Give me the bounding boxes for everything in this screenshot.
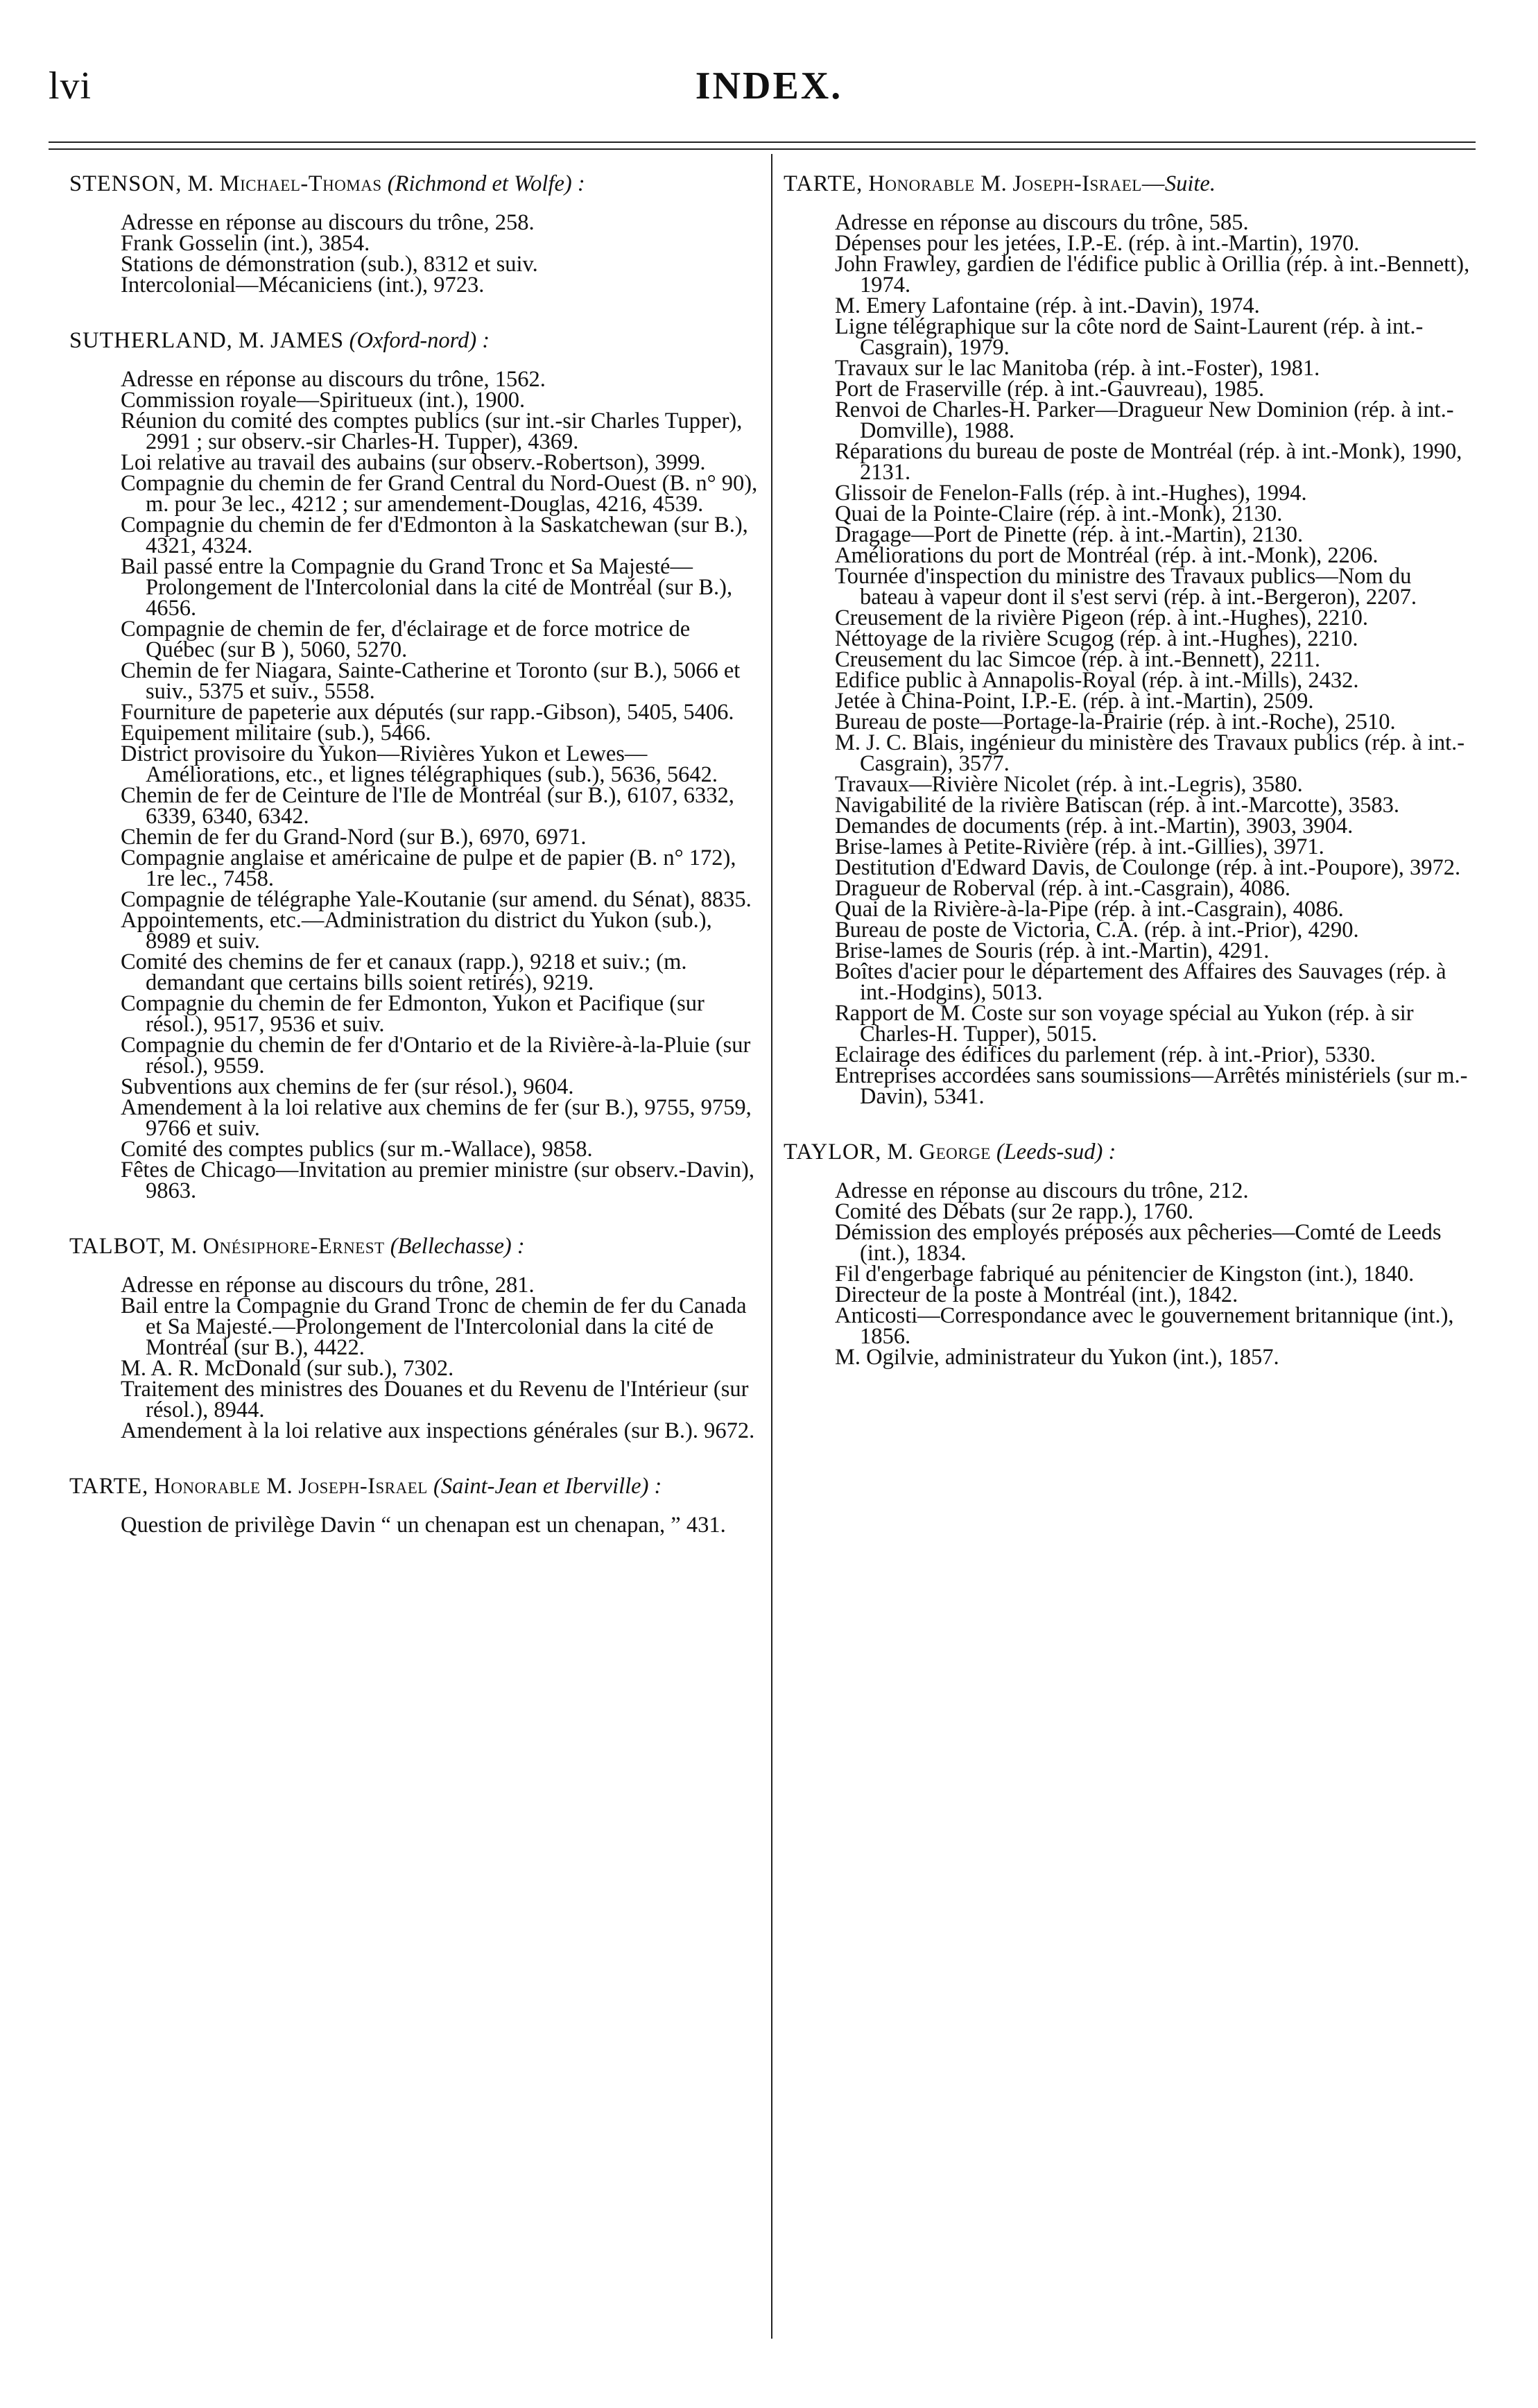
index-item: Améliorations du port de Montréal (rép. à int.-Monk), 2206.: [835, 543, 1379, 568]
index-item: Jetée à China-Point, I.P.-E. (rép. à int.-Martin), 2509.: [835, 689, 1314, 714]
entry-honorific: Honorable M.: [154, 1474, 293, 1499]
index-item: Anticosti—Correspondance avec le gouvernement britannique (int.), 1856.: [835, 1303, 1454, 1349]
header-rule: [49, 141, 1476, 143]
entry-surname: TARTE,: [69, 1474, 149, 1499]
index-item: Amendement à la loi relative aux chemins de fer (sur B.), 9755, 9759, 9766 et suiv.: [121, 1095, 752, 1141]
index-item: Fil d'engerbage fabriqué au pénitencier de Kingston (int.), 1840.: [835, 1262, 1415, 1287]
entry-given-name: Onésiphore-Ernest: [202, 1234, 385, 1259]
entry-riding: (Bellechasse) :: [390, 1234, 525, 1259]
entry-riding: (Saint-Jean et Iberville) :: [433, 1474, 662, 1499]
index-item: Compagnie du chemin de fer d'Edmonton à la Saskatchewan (sur B.), 4321, 4324.: [121, 513, 748, 558]
entry-honorific: M.: [171, 1234, 198, 1259]
index-item: Glissoir de Fenelon-Falls (rép. à int.-Hughes), 1994.: [835, 481, 1307, 506]
entry-given-name: Joseph-Israel: [298, 1474, 428, 1499]
index-entry: [69, 1476, 761, 1536]
index-item: Demandes de documents (rép. à int.-Martin), 3903, 3904.: [835, 814, 1354, 839]
index-item: Néttoyage de la rivière Scugog (rép. à int.-Hughes), 2210.: [835, 626, 1358, 651]
entry-honorific: Honorable M.: [868, 171, 1008, 196]
index-item: Amendement à la loi relative aux inspections générales (sur B.). 9672.: [121, 1418, 755, 1443]
index-item: Comité des comptes publics (sur m.-Wallace), 9858.: [121, 1137, 593, 1162]
index-item: Frank Gosselin (int.), 3854.: [121, 231, 370, 256]
header-rule: [49, 148, 1476, 150]
column-divider: [771, 154, 772, 2339]
index-item: Compagnie du chemin de fer Edmonton, Yukon et Pacifique (sur résol.), 9517, 9536 et suiv.: [121, 991, 705, 1037]
index-item: Eclairage des édifices du parlement (rép. à int.-Prior), 5330.: [835, 1042, 1376, 1067]
index-item: Brise-lames à Petite-Rivière (rép. à int.-Gillies), 3971.: [835, 834, 1324, 859]
index-entry: [69, 330, 761, 1201]
entry-riding: (Richmond et Wolfe) :: [387, 171, 585, 196]
index-item: Travaux—Rivière Nicolet (rép. à int.-Legris), 3580.: [835, 772, 1303, 797]
entry-heading: [69, 173, 761, 194]
index-item: Entreprises accordées sans soumissions—Arrêtés ministériels (sur m.-Davin), 5341.: [835, 1063, 1468, 1109]
index-item: Fêtes de Chicago—Invitation au premier ministre (sur observ.-Davin), 9863.: [121, 1158, 754, 1203]
index-item: Navigabilité de la rivière Batiscan (rép. à int.-Marcotte), 3583.: [835, 793, 1399, 818]
index-item: Chemin de fer Niagara, Sainte-Catherine et Toronto (sur B.), 5066 et suiv., 5375 et suiv., 5558.: [121, 658, 741, 704]
entry-surname: TARTE,: [784, 171, 863, 196]
index-item: Rapport de M. Coste sur son voyage spécial au Yukon (rép. à sir Charles-H. Tupper), 5015.: [835, 1001, 1414, 1047]
entry-honorific: M.: [238, 328, 265, 353]
index-item: Equipement militaire (sub.), 5466.: [121, 721, 431, 746]
index-item: M. Ogilvie, administrateur du Yukon (int.), 1857.: [835, 1345, 1279, 1370]
index-item: Commission royale—Spiritueux (int.), 1900.: [121, 388, 526, 413]
index-item: Dragueur de Roberval (rép. à int.-Casgrain), 4086.: [835, 876, 1290, 901]
index-item: Intercolonial—Mécaniciens (int.), 9723.: [121, 273, 485, 298]
index-item: Loi relative au travail des aubains (sur observ.-Robertson), 3999.: [121, 450, 706, 475]
index-item: John Frawley, gardien de l'édifice public à Orillia (rép. à int.-Bennett), 1974.: [835, 252, 1470, 298]
index-item: Bail entre la Compagnie du Grand Tronc de chemin de fer du Canada et Sa Majesté.—Prolongement de l'Intercolonial dans la cité de Montréal (sur B.), 4422.: [121, 1293, 747, 1360]
index-item: Compagnie de chemin de fer, d'éclairage et de force motrice de Québec (sur B ), 5060, 5270.: [121, 617, 691, 662]
entry-honorific: M.: [887, 1140, 914, 1164]
index-item: Brise-lames de Souris (rép. à int.-Martin), 4291.: [835, 938, 1270, 963]
entry-heading: [784, 1142, 1476, 1162]
index-item: Travaux sur le lac Manitoba (rép. à int.-Foster), 1981.: [835, 356, 1320, 381]
index-item: Creusement de la rivière Pigeon (rép. à int.-Hughes), 2210.: [835, 605, 1368, 630]
index-item: Compagnie anglaise et américaine de pulpe et de papier (B. n° 172), 1re lec., 7458.: [121, 845, 736, 891]
index-item: M. A. R. McDonald (sur sub.), 7302.: [121, 1356, 454, 1381]
entry-given-name: Joseph-Israel—: [1012, 171, 1165, 196]
index-item: Adresse en réponse au discours du trône, 258.: [121, 210, 535, 235]
index-item: Quai de la Rivière-à-la-Pipe (rép. à int.-Casgrain), 4086.: [835, 897, 1344, 922]
right-column: [784, 173, 1476, 1402]
index-item: Appointements, etc.—Administration du district du Yukon (sub.), 8989 et suiv.: [121, 908, 712, 954]
entry-given-name: Michael-Thomas: [219, 171, 382, 196]
entry-surname: TAYLOR,: [784, 1140, 882, 1164]
index-item: Réparations du bureau de poste de Montréal (rép. à int.-Monk), 1990, 2131.: [835, 439, 1462, 485]
index-item: Adresse en réponse au discours du trône, 212.: [835, 1178, 1249, 1203]
index-item: Compagnie du chemin de fer d'Ontario et de la Rivière-à-la-Pluie (sur résol.), 9559.: [121, 1033, 751, 1078]
entry-heading: [69, 330, 761, 351]
index-item: Réunion du comité des comptes publics (sur int.-sir Charles Tupper), 2991 ; sur observ.-sir Charles-H. Tupper), 4369.: [121, 409, 743, 454]
entry-surname: SUTHERLAND,: [69, 328, 233, 353]
entry-riding: Suite.: [1164, 171, 1216, 196]
index-item: Tournée d'inspection du ministre des Travaux publics—Nom du bateau à vapeur dont il s'est servi (rép. à int.-Bergeron), 2207.: [835, 564, 1417, 610]
entry-riding: (Leeds-sud) :: [996, 1140, 1116, 1164]
index-item: Bail passé entre la Compagnie du Grand Tronc et Sa Majesté—Prolongement de l'Intercolonial dans la cité de Montréal (sur B.), 4656.: [121, 554, 733, 621]
index-item: Quai de la Pointe-Claire (rép. à int.-Monk), 2130.: [835, 501, 1283, 526]
index-item: District provisoire du Yukon—Rivières Yukon et Lewes—Améliorations, etc., et lignes télégraphiques (sub.), 5636, 5642.: [121, 741, 718, 787]
index-item: Adresse en réponse au discours du trône, 1562.: [121, 367, 546, 392]
index-item: M. Emery Lafontaine (rép. à int.-Davin), 1974.: [835, 293, 1260, 318]
entry-riding: (Oxford-nord) :: [349, 328, 490, 353]
index-item: Ligne télégraphique sur la côte nord de Saint-Laurent (rép. à int.-Casgrain), 1979.: [835, 314, 1424, 360]
index-item: Bureau de poste de Victoria, C.A. (rép. à int.-Prior), 4290.: [835, 918, 1359, 943]
index-item: Démission des employés préposés aux pêcheries—Comté de Leeds (int.), 1834.: [835, 1220, 1442, 1266]
index-item: Compagnie de télégraphe Yale-Koutanie (sur amend. du Sénat), 8835.: [121, 887, 752, 912]
entry-heading: [784, 173, 1476, 194]
index-item: Creusement du lac Simcoe (rép. à int.-Bennett), 2211.: [835, 647, 1321, 672]
index-item: Comité des chemins de fer et canaux (rapp.), 9218 et suiv.; (m. demandant que certains bills soient retirés), 9219.: [121, 949, 687, 995]
index-item: Compagnie du chemin de fer Grand Central du Nord-Ouest (B. n° 90), m. pour 3e lec., 4212 ; sur amendement-Douglas, 4216, 4539.: [121, 471, 758, 517]
index-entry: [69, 171, 761, 298]
entry-honorific: M.: [187, 171, 214, 196]
entry-surname: STENSON,: [69, 171, 182, 196]
entry-surname: TALBOT,: [69, 1234, 166, 1259]
entry-given-name: JAMES: [270, 328, 344, 353]
index-item: Bureau de poste—Portage-la-Prairie (rép. à int.-Roche), 2510.: [835, 710, 1396, 734]
index-entry: [784, 173, 1476, 1107]
index-item: Chemin de fer du Grand-Nord (sur B.), 6970, 6971.: [121, 825, 587, 850]
index-item: Comité des Débats (sur 2e rapp.), 1760.: [835, 1199, 1194, 1224]
index-item: Edifice public à Annapolis-Royal (rép. à int.-Mills), 2432.: [835, 668, 1359, 693]
index-entry: [69, 1236, 761, 1441]
left-column: [69, 173, 761, 1570]
index-item: Port de Fraserville (rép. à int.-Gauvreau), 1985.: [835, 377, 1265, 402]
entry-heading: [69, 1236, 761, 1257]
entry-heading: [69, 1476, 761, 1497]
index-item: Question de privilège Davin “ un chenapan est un chenapan, ” 431.: [121, 1513, 726, 1538]
index-item: Dragage—Port de Pinette (rép. à int.-Martin), 2130.: [835, 522, 1304, 547]
index-entry: [784, 1142, 1476, 1368]
index-item: Subventions aux chemins de fer (sur résol.), 9604.: [121, 1074, 574, 1099]
index-item: Adresse en réponse au discours du trône, 281.: [121, 1273, 535, 1298]
page-number: lvi: [49, 64, 92, 108]
index-item: Dépenses pour les jetées, I.P.-E. (rép. à int.-Martin), 1970.: [835, 231, 1360, 256]
index-item: Fourniture de papeterie aux députés (sur rapp.-Gibson), 5405, 5406.: [121, 700, 734, 725]
index-item: Destitution d'Edward Davis, de Coulonge (rép. à int.-Poupore), 3972.: [835, 855, 1461, 880]
index-item: Boîtes d'acier pour le département des Affaires des Sauvages (rép. à int.-Hodgins), 5013.: [835, 959, 1446, 1005]
index-item: Adresse en réponse au discours du trône, 585.: [835, 210, 1249, 235]
page-title: INDEX.: [695, 64, 843, 108]
index-item: Renvoi de Charles-H. Parker—Dragueur New Dominion (rép. à int.-Domville), 1988.: [835, 397, 1454, 443]
index-item: Directeur de la poste à Montréal (int.), 1842.: [835, 1282, 1238, 1307]
index-item: Stations de démonstration (sub.), 8312 et suiv.: [121, 252, 538, 277]
index-item: Chemin de fer de Ceinture de l'Ile de Montréal (sur B.), 6107, 6332, 6339, 6340, 6342.: [121, 783, 734, 829]
index-item: Traitement des ministres des Douanes et du Revenu de l'Intérieur (sur résol.), 8944.: [121, 1377, 749, 1422]
entry-given-name: George: [919, 1140, 991, 1164]
index-item: M. J. C. Blais, ingénieur du ministère des Travaux publics (rép. à int.-Casgrain), 3577.: [835, 730, 1465, 776]
